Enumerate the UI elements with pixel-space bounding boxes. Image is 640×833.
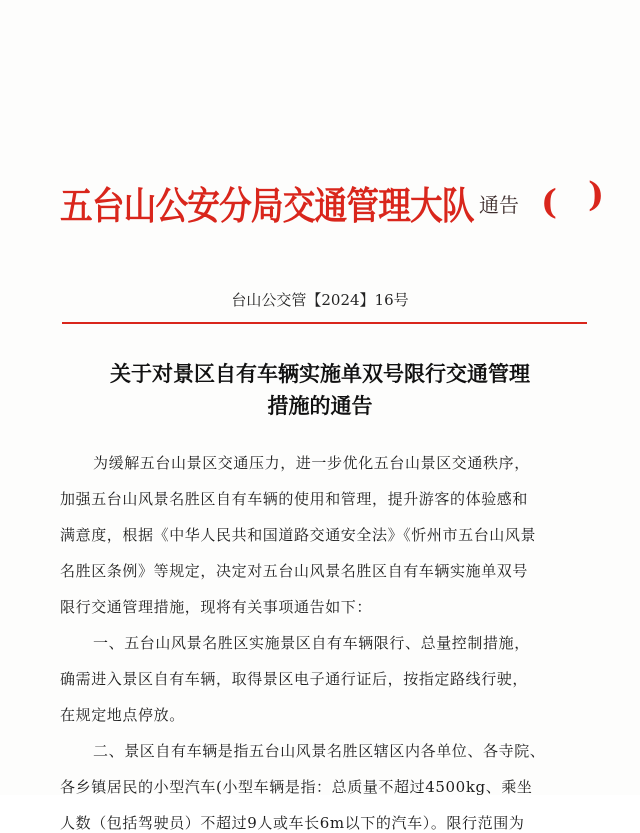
body-line: 满意度，根据《中华人民共和国道路交通安全法》《忻州市五台山风景 [60, 526, 537, 544]
document-type: 通告 [479, 193, 519, 217]
notice-title-line-1: 关于对景区自有车辆实施单双号限行交通管理 [110, 362, 530, 386]
notice-title-line-2: 措施的通告 [267, 394, 373, 418]
body-line: 人数（包括驾驶员）不超过9人或车长6m以下的汽车）。限行范围为 [60, 814, 525, 832]
paren-close: ) [588, 175, 605, 215]
red-divider-line [62, 322, 587, 324]
body-line: 二、景区自有车辆是指五台山风景名胜区辖区内各单位、各寺院、 [93, 742, 546, 760]
body-line: 各乡镇居民的小型汽车(小型车辆是指：总质量不超过4500kg、乘坐 [60, 778, 533, 796]
body-line: 为缓解五台山景区交通压力，进一步优化五台山景区交通秩序， [93, 454, 530, 472]
issuing-agency-header [60, 175, 605, 230]
body-line: 确需进入景区自有车辆，取得景区电子通行证后，按指定路线行驶， [60, 670, 529, 688]
body-line: 名胜区条例》等规定，决定对五台山风景名胜区自有车辆实施单双号 [60, 562, 529, 580]
body-line: 限行交通管理措施，现将有关事项通告如下： [60, 598, 373, 616]
body-line: 在规定地点停放。 [60, 706, 185, 724]
agency-name: 五台山公安分局交通管理大队 [60, 183, 474, 228]
document-number: 台山公交管【2024】16号 [231, 291, 409, 309]
paren-open: ( [541, 182, 558, 223]
body-line: 一、五台山风景名胜区实施景区自有车辆限行、总量控制措施， [93, 634, 530, 652]
body-line: 加强五台山风景名胜区自有车辆的使用和管理，提升游客的体验感和 [60, 490, 529, 508]
